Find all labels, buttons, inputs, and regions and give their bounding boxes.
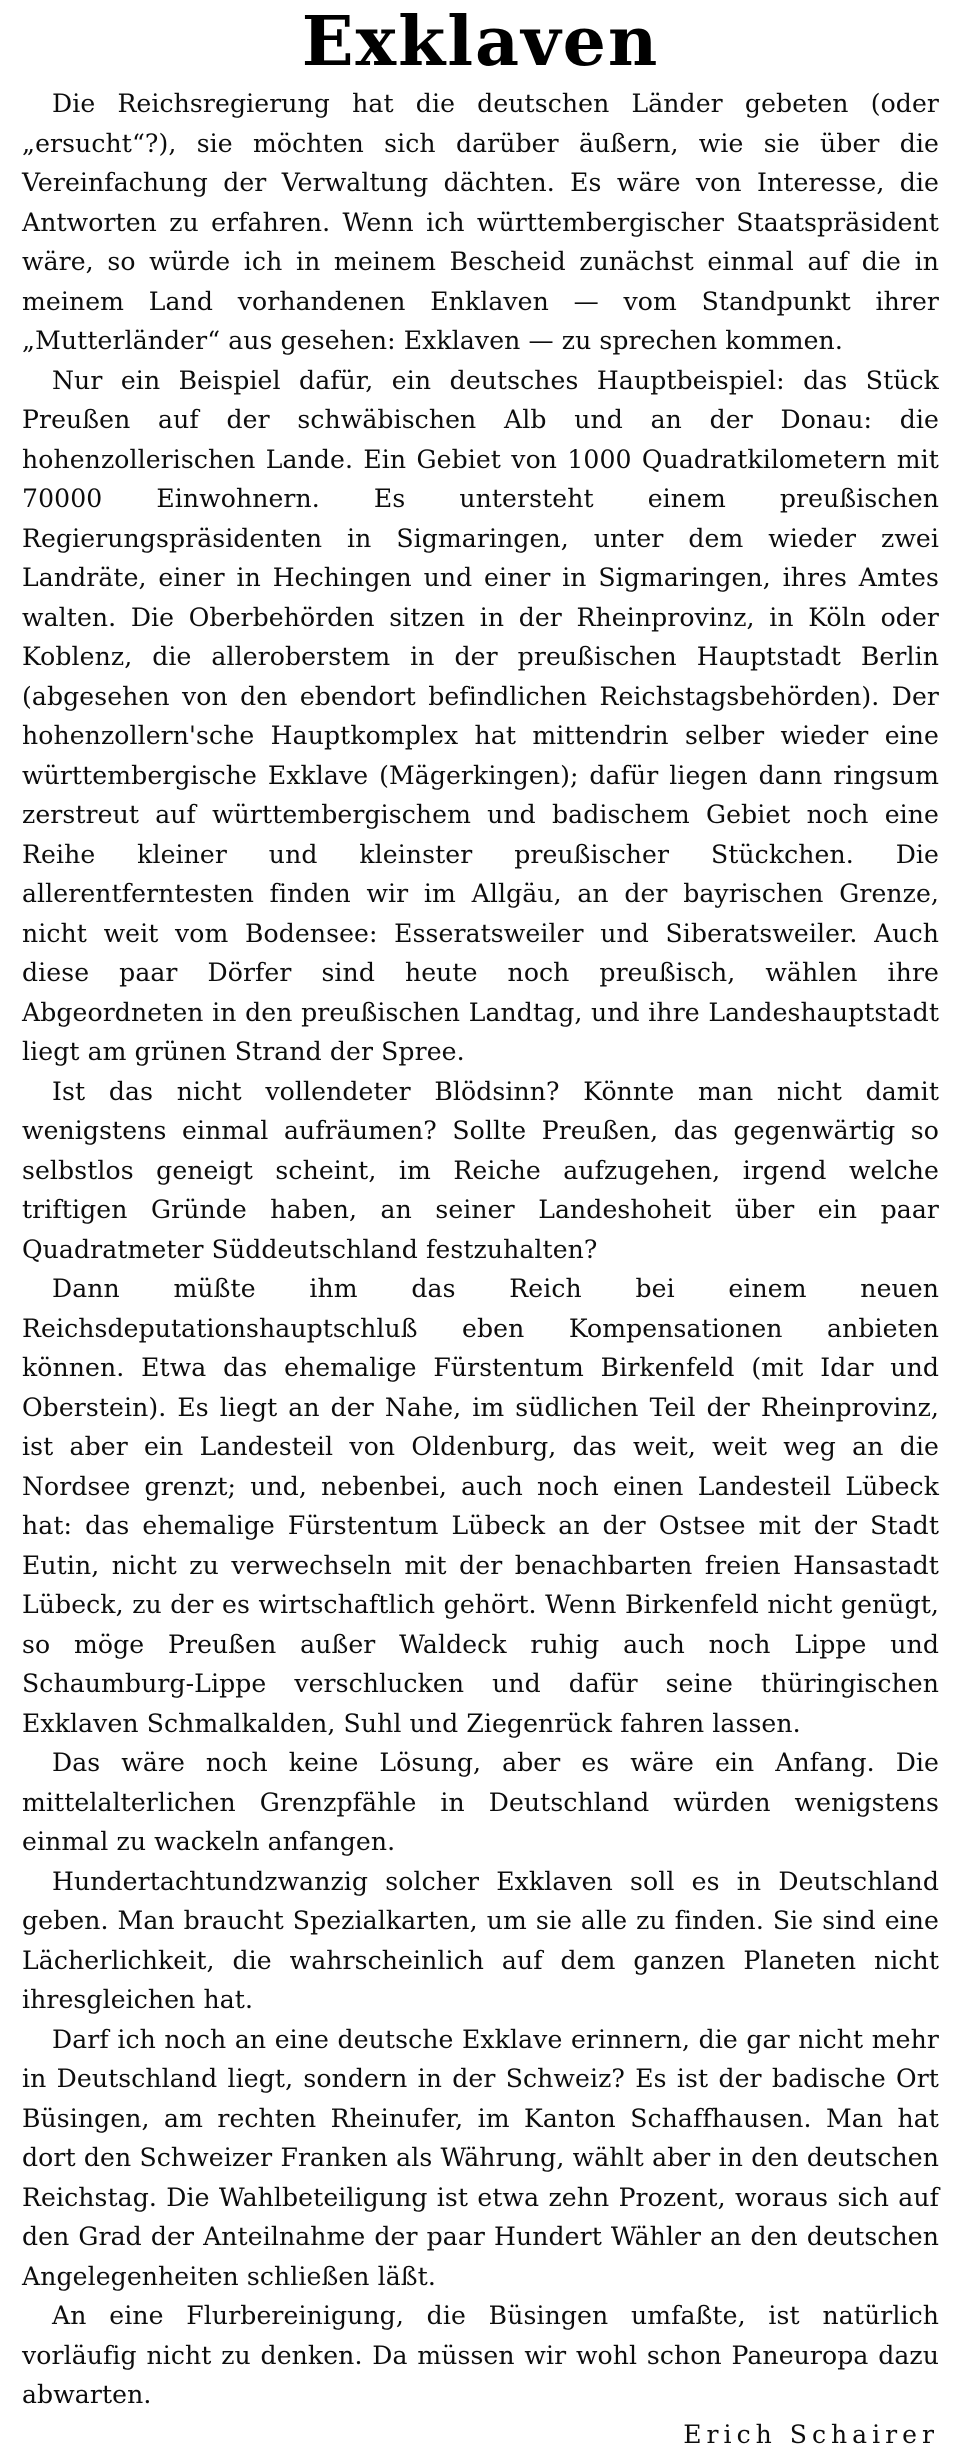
paragraph-6: Hundertachtundzwanzig solcher Exklaven soll es in Deutschland geben. Man braucht Spezialkarten, um sie alle zu finden. Sie sind eine Lächerlichkeit, die wahrscheinlich auf dem ganzen Planeten nicht ihresgleichen hat. bbox=[22, 1862, 939, 2020]
article-title: Exklaven bbox=[22, 6, 939, 78]
paragraph-2: Nur ein Beispiel dafür, ein deutsches Hauptbeispiel: das Stück Preußen auf der schwäbischen Alb und an der Donau: die hohenzollerischen Lande. Ein Gebiet von 1000 Quadratkilometern mit 70000 Einwohnern. Es untersteht einem preußischen Regierungspräsidenten in Sigmaringen, unter dem wieder zwei Landräte, einer in Hechingen und einer in Sigmaringen, ihres Amtes walten. Die Oberbehörden sitzen in der Rheinprovinz, in Köln oder Koblenz, die alleroberstem in der preußischen Hauptstadt Berlin (abgesehen von den ebendort befindlichen Reichstagsbehörden). Der hohenzollern'sche Hauptkomplex hat mittendrin selber wieder eine württembergische Exklave (Mägerkingen); dafür liegen dann ringsum zerstreut auf württembergischem und badischem Gebiet noch eine Reihe kleiner und kleinster preußischer Stückchen. Die allerentferntesten finden wir im Allgäu, an der bayrischen Grenze, nicht weit vom Bodensee: Esseratsweiler und Siberatsweiler. Auch diese paar Dörfer sind heute noch preußisch, wählen ihre Abgeordneten in den preußischen Landtag, und ihre Landeshauptstadt liegt am grünen Strand der Spree. bbox=[22, 361, 939, 1072]
paragraph-7: Darf ich noch an eine deutsche Exklave erinnern, die gar nicht mehr in Deutschland liegt, sondern in der Schweiz? Es ist der badische Ort Büsingen, am rechten Rheinufer, im Kanton Schaffhausen. Man hat dort den Schweizer Franken als Währung, wählt aber in den deutschen Reichstag. Die Wahlbeteiligung ist etwa zehn Prozent, woraus sich auf den Grad der Anteilnahme der paar Hundert Wähler an den deutschen Angelegenheiten schließen läßt. bbox=[22, 2020, 939, 2297]
paragraph-4: Dann müßte ihm das Reich bei einem neuen Reichsdeputationshauptschluß eben Kompensationen anbieten können. Etwa das ehemalige Fürstentum Birkenfeld (mit Idar und Oberstein). Es liegt an der Nahe, im südlichen Teil der Rheinprovinz, ist aber ein Landesteil von Oldenburg, das weit, weit weg an die Nordsee grenzt; und, nebenbei, auch noch einen Landesteil Lübeck hat: das ehemalige Fürstentum Lübeck an der Ostsee mit der Stadt Eutin, nicht zu verwechseln mit der benachbarten freien Hansastadt Lübeck, zu der es wirtschaftlich gehört. Wenn Birkenfeld nicht genügt, so möge Preußen außer Waldeck ruhig auch noch Lippe und Schaumburg-Lippe verschlucken und dafür seine thüringischen Exklaven Schmalkalden, Suhl und Ziegenrück fahren lassen. bbox=[22, 1269, 939, 1743]
paragraph-8: An eine Flurbereinigung, die Büsingen umfaßte, ist natürlich vorläufig nicht zu denken. Da müssen wir wohl schon Paneuropa dazu abwarten. bbox=[22, 2296, 939, 2415]
paragraph-1: Die Reichsregierung hat die deutschen Länder gebeten (oder „ersucht“?), sie möchten sich darüber äußern, wie sie über die Vereinfachung der Verwaltung dächten. Es wäre von Interesse, die Antworten zu erfahren. Wenn ich württembergischer Staatspräsident wäre, so würde ich in meinem Bescheid zunächst einmal auf die in meinem Land vorhandenen Enklaven — vom Standpunkt ihrer „Mutterländer“ aus gesehen: Exklaven — zu sprechen kommen. bbox=[22, 84, 939, 361]
author-name: Erich Schairer bbox=[683, 2420, 939, 2449]
paragraph-3: Ist das nicht vollendeter Blödsinn? Könnte man nicht damit wenigstens einmal aufräumen? Sollte Preußen, das gegenwärtig so selbstlos geneigt scheint, im Reiche aufzugehen, irgend welche triftigen Gründe haben, an seiner Landeshoheit über ein paar Quadratmeter Süddeutschland festzuhalten? bbox=[22, 1072, 939, 1270]
article-body bbox=[22, 84, 939, 2454]
paragraph-5: Das wäre noch keine Lösung, aber es wäre ein Anfang. Die mittelalterlichen Grenzpfähle in Deutschland würden wenigstens einmal zu wackeln anfangen. bbox=[22, 1743, 939, 1862]
signature-line bbox=[22, 2415, 939, 2454]
